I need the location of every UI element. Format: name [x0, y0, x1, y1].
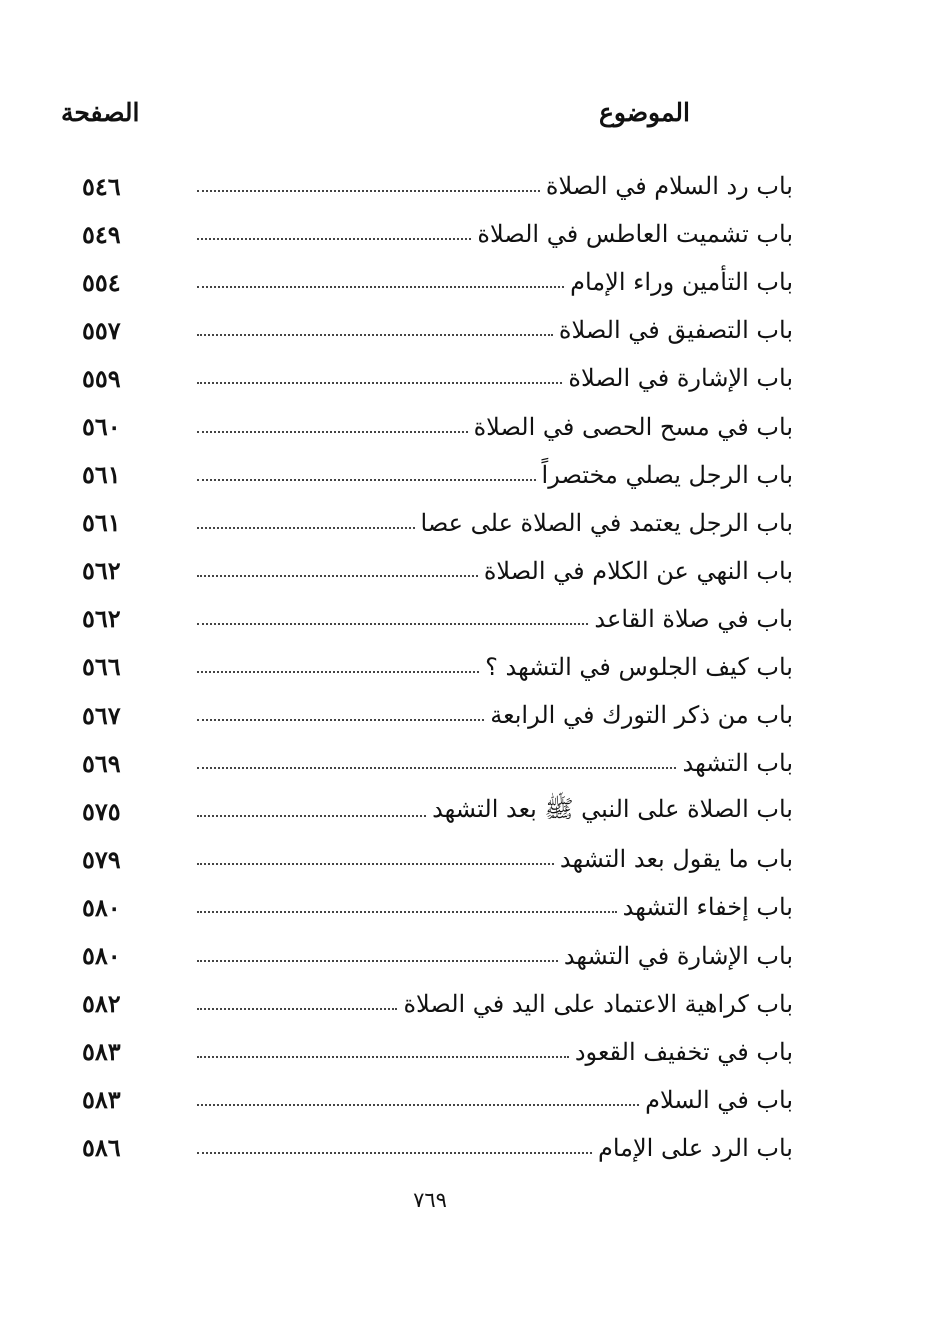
toc-entry-page: ٥٦٧	[82, 700, 121, 730]
toc-entry	[78, 306, 793, 354]
dot-leader	[197, 1008, 397, 1010]
toc-entry-title: باب في تخفيف القعود	[574, 1037, 793, 1066]
toc-entry-title: باب من ذكر التورك في الرابعة	[490, 701, 793, 730]
dot-leader	[197, 623, 588, 625]
page-number: ٧٦٩	[413, 1188, 447, 1212]
dot-leader	[197, 238, 471, 240]
dot-leader	[197, 960, 558, 962]
toc-entry-page: ٥٦٢	[82, 604, 121, 634]
toc-entry-title: باب كراهية الاعتماد على اليد في الصلاة	[403, 989, 793, 1018]
topic-column-header: الموضوع	[599, 98, 690, 127]
toc-entry-title: باب الرجل يعتمد في الصلاة على عصا	[420, 508, 793, 537]
toc-entry	[78, 499, 793, 547]
dot-leader	[197, 1104, 639, 1106]
toc-entry-page: ٥٨٣	[82, 1085, 121, 1115]
toc-entry-title: باب رد السلام في الصلاة	[545, 172, 793, 201]
toc-entry	[78, 643, 793, 691]
table-header	[55, 98, 705, 138]
toc-entry	[78, 932, 793, 980]
toc-entry-title: باب في السلام	[645, 1085, 793, 1114]
toc-entry-title: باب الرجل يصلي مختصراً	[541, 460, 793, 489]
dot-leader	[197, 334, 553, 336]
dot-leader	[197, 479, 536, 481]
toc-entry-page: ٥٨٠	[82, 892, 121, 922]
toc-entry	[78, 739, 793, 787]
toc-entry-page: ٥٦٦	[82, 652, 121, 682]
toc-entry-title: باب ما يقول بعد التشهد	[559, 845, 793, 874]
toc-entry	[78, 258, 793, 306]
toc-entry	[78, 402, 793, 450]
dot-leader	[197, 575, 478, 577]
toc-entry	[78, 883, 793, 931]
toc-entry	[78, 451, 793, 499]
toc-entry-title: باب النهي عن الكلام في الصلاة	[483, 556, 793, 585]
page-column-header: الصفحة	[61, 98, 140, 127]
toc-entry	[78, 595, 793, 643]
dot-leader	[197, 382, 562, 384]
dot-leader	[197, 190, 540, 192]
toc-entry-page: ٥٤٦	[82, 171, 121, 201]
toc-entry-page: ٥٦٠	[82, 412, 121, 442]
toc-entry	[78, 980, 793, 1028]
toc-entry	[78, 1028, 793, 1076]
dot-leader	[197, 863, 554, 865]
dot-leader	[197, 527, 415, 529]
toc-entry-page: ٥٥٤	[82, 267, 121, 297]
toc-entry-title: باب تشميت العاطس في الصلاة	[477, 220, 793, 249]
toc-entry	[78, 1076, 793, 1124]
toc-entry-title: باب كيف الجلوس في التشهد ؟	[485, 652, 793, 681]
toc-entry-title: باب إخفاء التشهد	[622, 893, 793, 922]
toc-entry	[78, 787, 793, 835]
toc-entry-page: ٥٦١	[82, 460, 121, 490]
toc-entry	[78, 1124, 793, 1172]
toc-entry-page: ٥٥٧	[82, 315, 121, 345]
toc-entry	[78, 835, 793, 883]
dot-leader	[197, 767, 676, 769]
toc-entry-title: باب التأمين وراء الإمام	[570, 268, 793, 297]
dot-leader	[197, 815, 426, 817]
toc-entry-page: ٥٥٩	[82, 363, 121, 393]
dot-leader	[197, 1056, 569, 1058]
toc-entry-title: باب الإشارة في التشهد	[563, 941, 793, 970]
toc-entry-page: ٥٦١	[82, 508, 121, 538]
toc-entry-page: ٥٤٩	[82, 219, 121, 249]
toc-entry-page: ٥٨٣	[82, 1037, 121, 1067]
toc-entry-title: باب الرد على الإمام	[597, 1133, 793, 1162]
toc-entry-page: ٥٨٦	[82, 1133, 121, 1163]
toc-entry	[78, 354, 793, 402]
toc-entry-title: باب في مسح الحصى في الصلاة	[473, 412, 793, 441]
dot-leader	[197, 286, 564, 288]
toc-entry-page: ٥٦٢	[82, 556, 121, 586]
toc-entry-page: ٥٧٥	[82, 796, 121, 826]
toc-entry-page: ٥٦٩	[82, 748, 121, 778]
toc-entry-page: ٥٨٠	[82, 941, 121, 971]
toc-entry-title: باب الصلاة على النبي ﷺ بعد التشهد	[432, 794, 793, 823]
toc-entry-page: ٥٨٢	[82, 989, 121, 1019]
toc-entry-title: باب الإشارة في الصلاة	[568, 364, 793, 393]
toc-entry-title: باب التصفيق في الصلاة	[558, 316, 793, 345]
dot-leader	[197, 911, 617, 913]
toc-entry	[78, 210, 793, 258]
dot-leader	[197, 671, 479, 673]
toc-entry-title: باب التشهد	[682, 749, 793, 778]
toc-entry	[78, 691, 793, 739]
dot-leader	[197, 719, 484, 721]
toc-entry	[78, 547, 793, 595]
toc-entry-page: ٥٧٩	[82, 844, 121, 874]
dot-leader	[197, 431, 468, 433]
toc-entry	[78, 162, 793, 210]
toc-entry-title: باب في صلاة القاعد	[594, 604, 793, 633]
table-of-contents	[78, 162, 793, 1172]
dot-leader	[197, 1152, 592, 1154]
